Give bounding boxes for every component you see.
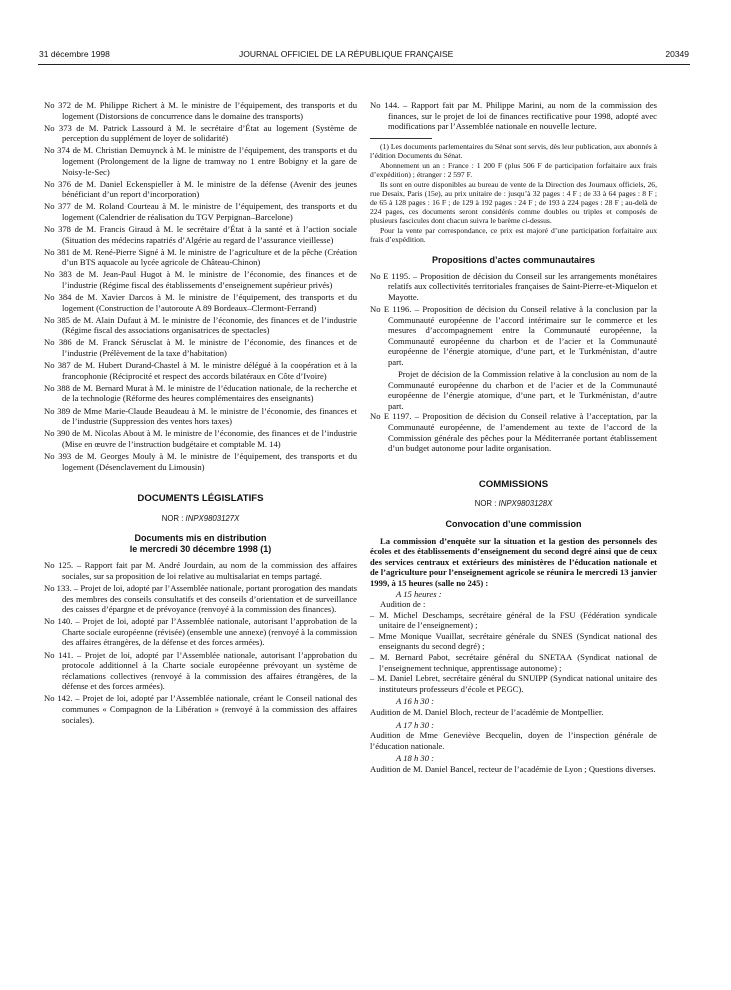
footnote: Ils sont en outre disponibles au bureau de vente de la Direction des Journaux officiels, 26, rue Desaix, Paris (15e), au prix unitaire de : jusqu’à 32 pages : 4 F ; de 33 à 64 pages : 8 F ; de 65 à 128 pages : 16 F ; de 129 à 192 pages : 24 F ; de 193 à 224 pages : 28 F ; au-delà de 224 pages, ces documents seront considérés comme doubles ou triples et composés de plusieurs fascicules dont chacun suivra le barème ci-dessus. [370, 180, 657, 226]
section-title-documents: DOCUMENTS LÉGISLATIFS [137, 493, 264, 505]
subtitle-line-1: Documents mis en distribution [134, 533, 267, 544]
question-entry: No 387 de M. Hubert Durand-Chastel à M. le ministre délégué à la coopération et à la francophonie (Réciprocité et respect des accords bilatéraux en Côte d’Ivoire) [44, 360, 357, 381]
question-entry: No 393 de M. Georges Mouly à M. le ministre de l’équipement, des transports et du logement (Désenclavement du Limousin) [44, 450, 357, 472]
left-column [44, 100, 357, 727]
hearing-label: Audition de : [380, 599, 426, 610]
hearing-item: – M. Bernard Pabot, secrétaire général du SNETAA (Syndicat national de l’enseignement technique, apprentissage autonome) ; [370, 652, 657, 673]
hearing-text: Audition de Mme Geneviève Becquelin, doyen de l’inspection générale de l’éducation nationale. [370, 730, 657, 751]
running-header [39, 49, 689, 63]
question-entry: No 388 de M. Bernard Murat à M. le ministre de l’éducation nationale, de la recherche et de la technologie (Réforme des heures complémentaires des enseignants) [44, 382, 357, 404]
proposal-entry: No E 1197. – Proposition de décision du Conseil relative à l’acceptation, par la Communauté européenne, de l’amendement au texte de l’accord de la Commission générale des pêches pour la Méditerranée portant établissement d’un budget autonome pour ladite organisation. [370, 411, 657, 454]
footnote-divider [370, 138, 432, 139]
hearing-text: Audition de M. Daniel Bloch, recteur de l’académie de Montpellier. [370, 707, 604, 718]
header-page-number: 20349 [665, 49, 689, 59]
section-title-proposals: Propositions d’actes communautaires [431, 255, 596, 266]
hearing-text: Audition de M. Daniel Bancel, recteur de l’académie de Lyon ; Questions diverses. [370, 764, 656, 774]
question-entry: No 389 de Mme Marie-Claude Beaudeau à M. le ministre de l’économie, des finances et de l’industrie (Suppression des ventes hors taxes) [44, 405, 357, 427]
nor-label: NOR : [161, 513, 186, 523]
time-slot: A 17 h 30 : [396, 719, 435, 730]
documents-list [44, 560, 357, 725]
document-entry: No 125. – Rapport fait par M. André Jourdain, au nom de la commission des affaires sociales, sur sa proposition de loi relative au multisalariat en temps partagé. [44, 560, 357, 581]
document-entry: No 141. – Projet de loi, adopté par l’Assemblée nationale, autorisant l’approbation du protocole additionnel à la Charte sociale européenne prévoyant un système de réclamations collectives (renvoyé à la commission des affaires étrangères, de la défense et des forces armées). [44, 649, 357, 692]
question-entry: No 384 de M. Xavier Darcos à M. le ministre de l’équipement, des transports et du logement (Construction de l’autoroute A 89 Bordeaux–Clermont-Ferrand) [44, 292, 357, 313]
question-entry: No 372 de M. Philippe Richert à M. le ministre de l’équipement, des transports et du logement (Distorsions de concurrence dans le domaine des transports) [44, 100, 357, 121]
proposal-extra: Projet de décision de la Commission relative à la conclusion au nom de la Communauté européenne du charbon et de l’acier et de la Communauté européenne de l’énergie atomique, d’une part, et le Turkménistan, d’autre part. [388, 369, 657, 411]
document-entry: No 140. – Projet de loi, adopté par l’Assemblée nationale, autorisant l’approbation de la Charte sociale européenne (révisée) (ensemble une annexe) (renvoyé à la commission des affaires étrangères, de la défense et des forces armées). [44, 616, 357, 648]
header-date: 31 décembre 1998 [39, 49, 110, 59]
right-column [370, 100, 657, 775]
convocation-title: Convocation d’une commission [445, 519, 582, 530]
footnote: (1) Les documents parlementaires du Sénat sont servis, dès leur publication, aux abonnés à l’édition Documents du Sénat. [370, 141, 657, 160]
nor-code: INPX9803127X [185, 513, 240, 523]
proposal-entry: No E 1195. – Proposition de décision du Conseil sur les arrangements monétaires relatifs aux collectivités territoriales françaises de Saint-Pierre-et-Miquelon et Mayotte. [370, 270, 657, 302]
document-entry: No 144. – Rapport fait par M. Philippe Marini, au nom de la commission des finances, sur le projet de loi de finances rectificative pour 1998, adopté avec modifications par l’Assemblée nationale en nouvelle lecture. [370, 100, 657, 132]
nor-reference [44, 514, 357, 525]
header-rule [38, 64, 690, 65]
commission-intro: La commission d’enquête sur la situation et la gestion des personnels des écoles et des établissements d’enseignement du second degré ainsi que de ceux des services centraux et extérieurs des ministères de l’éducation nationale et de l’agriculture pour l’enseignement agricole se réunira le mercredi 13 janvier 1999, à 15 heures (salle no 245) : [370, 535, 657, 588]
question-entry: No 385 de M. Alain Dufaut à M. le ministre de l’économie, des finances et de l’industrie (Régime fiscal des associations organisatrices de spectacles) [44, 314, 357, 336]
hearing-item: – Mme Monique Vuaillat, secrétaire générale du SNES (Syndicat national des enseignants du second degré) ; [370, 630, 657, 652]
question-entry: No 386 de M. Franck Sérusclat à M. le ministre de l’économie, des finances et de l’industrie (Prélèvement de la taxe d’habitation) [44, 337, 357, 359]
question-entry: No 390 de M. Nicolas About à M. le ministre de l’économie, des finances et de l’industrie (Mise en œuvre de l’instruction budgétaire et comptable M. 14) [44, 428, 357, 449]
time-slot: A 15 heures : [396, 588, 442, 599]
question-entry: No 374 de M. Christian Demuynck à M. le ministre de l’équipement, des transports et du logement (Prolongement de la ligne de tramway no 1 entre Bobigny et la gare de Noisy-le-Sec) [44, 145, 357, 177]
footnote: Pour la vente par correspondance, ce prix est majoré d’une participation forfaitaire aux frais d’expédition. [370, 226, 657, 245]
question-entry: No 373 de M. Patrick Lassourd à M. le secrétaire d’État au logement (Système de perception du supplément de loyer de solidarité) [44, 122, 357, 144]
document-entry: No 133. – Projet de loi, adopté par l’Assemblée nationale, portant prorogation des mandats des membres des conseils consultatifs et des conseils d’orientation et de surveillance des caisses d’épargne et de prévoyance (renvoyé à la commission des finances). [44, 582, 357, 615]
nor-code: INPX9803128X [498, 499, 553, 509]
question-entry: No 378 de M. Francis Giraud à M. le secrétaire d’État à la santé et à l’action sociale (Situation des médecins rapatriés d’Algérie au regard de l’assurance vieillesse) [44, 224, 357, 245]
document-entry: No 142. – Projet de loi, adopté par l’Assemblée nationale, créant le Conseil national des communes « Compagnon de la Libération » (renvoyé à la commission des affaires sociales). [44, 693, 357, 725]
nor-reference [370, 499, 657, 510]
section-title-commissions: COMMISSIONS [478, 478, 549, 490]
nor-label: NOR : [474, 499, 499, 509]
documents-subtitle [44, 533, 357, 554]
footnote: Abonnement un an : France : 1 200 F (plus 506 F de participation forfaitaire aux frais d’expédition) ; étranger : 2 597 F. [370, 161, 657, 179]
proposals-list [370, 271, 657, 454]
question-entry: No 376 de M. Daniel Eckenspieller à M. le ministre de la défense (Avenir des jeunes bénéficiant d’un report d’incorporation) [44, 178, 357, 200]
hearing-item: – M. Michel Deschamps, secrétaire général de la FSU (Fédération syndicale unitaire de l’enseignement) ; [370, 609, 657, 631]
question-entry: No 383 de M. Jean-Paul Hugot à M. le ministre de l’économie, des finances et de l’industrie (Régime fiscal des établissements d’enseignement supérieur privés) [44, 269, 357, 290]
time-slot: A 18 h 30 : [396, 753, 435, 764]
question-entry: No 377 de M. Roland Courteau à M. le ministre de l’équipement, des transports et du logement (Calendrier de réalisation du TGV Perpignan–Barcelone) [44, 201, 357, 222]
subtitle-line-2: le mercredi 30 décembre 1998 (1) [129, 543, 272, 554]
question-entry: No 381 de M. René-Pierre Signé à M. le ministre de l’agriculture et de la pêche (Création d’un BTS aquacole au lycée agricole de Château-Chinon) [44, 246, 357, 268]
header-journal-title: JOURNAL OFFICIEL DE LA RÉPUBLIQUE FRANÇAISE [239, 49, 454, 59]
time-slot: A 16 h 30 : [396, 696, 435, 707]
hearing-item: – M. Daniel Lebret, secrétaire général du SNUIPP (Syndicat national unitaire des instituteurs professeurs d’école et PEGC). [370, 673, 657, 694]
proposal-entry: No E 1196. – Proposition de décision du Conseil relative à la conclusion par la Communauté européenne de l’accord intérimaire sur le commerce et les mesures d’accompagnement entre la Communauté européenne, la Communauté européenne du charbon et de l’acier et la Communauté européenne de l’énergie atomique, d’une part, et le Turkménistan, d’autre part. [370, 304, 657, 367]
